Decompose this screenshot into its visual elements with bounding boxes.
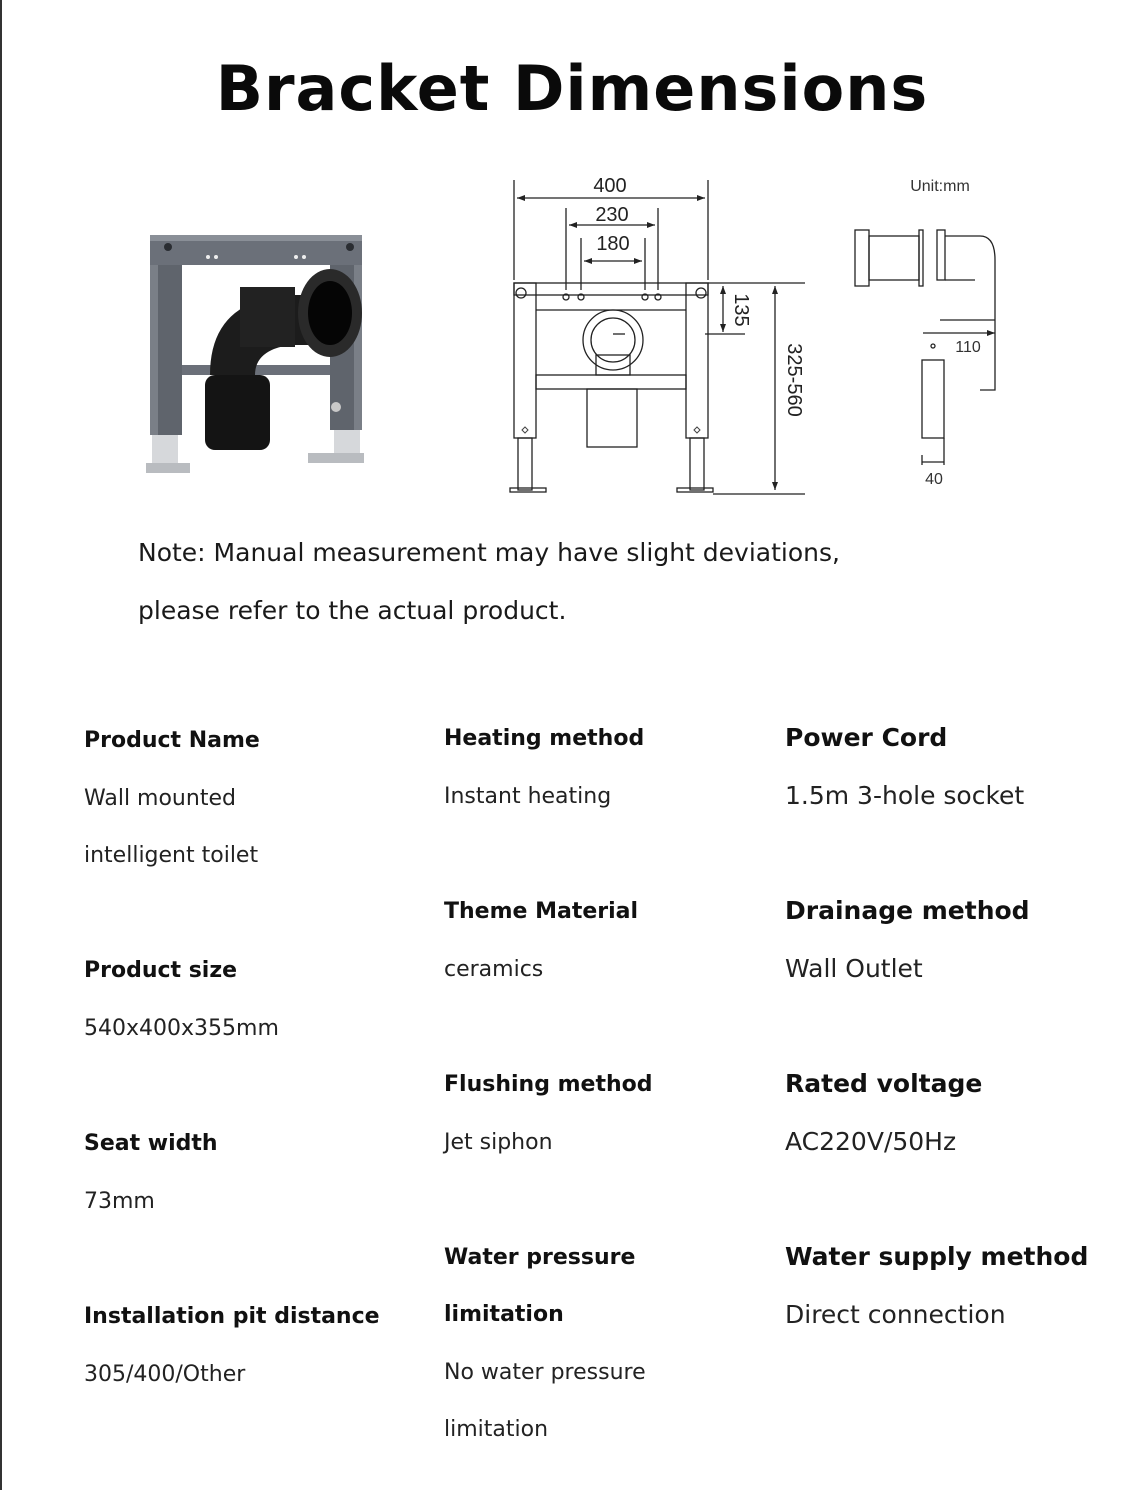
product-name-label: Product Name [84, 728, 260, 753]
heating-method-label: Heating method [444, 726, 645, 751]
rated-voltage-label: Rated voltage [785, 1069, 983, 1098]
product-name-value-line1: Wall mounted [84, 786, 236, 811]
heating-method-value: Instant heating [444, 784, 612, 809]
page-left-border [0, 0, 2, 1490]
product-size-label: Product size [84, 958, 238, 983]
pit-distance-value: 305/400/Other [84, 1362, 246, 1387]
water-pressure-value-line2: limitation [444, 1417, 549, 1442]
dim-110-label: 110 [955, 339, 981, 356]
bracket-product-image [140, 225, 370, 485]
dim-135-label: 135 [730, 293, 752, 327]
dim-400-label: 400 [593, 175, 627, 197]
drainage-method-value: Wall Outlet [785, 954, 923, 983]
power-cord-label: Power Cord [785, 723, 948, 752]
note-line-2: please refer to the actual product. [138, 596, 567, 625]
dim-180-label: 180 [596, 233, 630, 255]
dim-230-label: 230 [595, 204, 629, 226]
pit-distance-label: Installation pit distance [84, 1304, 380, 1329]
seat-width-label: Seat width [84, 1131, 218, 1156]
power-cord-value: 1.5m 3-hole socket [785, 781, 1025, 810]
water-pressure-label-line1: Water pressure [444, 1245, 636, 1270]
page-title: Bracket Dimensions [215, 52, 929, 125]
flushing-method-label: Flushing method [444, 1072, 653, 1097]
unit-label: Unit:mm [910, 178, 970, 195]
product-name-value-line2: intelligent toilet [84, 843, 259, 868]
water-supply-value: Direct connection [785, 1300, 1006, 1329]
drainage-method-label: Drainage method [785, 896, 1030, 925]
product-size-value: 540x400x355mm [84, 1016, 279, 1041]
water-pressure-value-line1: No water pressure [444, 1360, 646, 1385]
dim-40-label: 40 [925, 471, 943, 488]
flushing-method-value: Jet siphon [444, 1130, 553, 1155]
theme-material-label: Theme Material [444, 899, 639, 924]
theme-material-value: ceramics [444, 957, 544, 982]
front-dimension-drawing [505, 170, 825, 505]
water-pressure-label-line2: limitation [444, 1302, 564, 1327]
side-dimension-drawing [845, 170, 1015, 500]
water-supply-label: Water supply method [785, 1242, 1089, 1271]
note-line-1: Note: Manual measurement may have slight deviations, [138, 538, 840, 567]
seat-width-value: 73mm [84, 1189, 155, 1214]
rated-voltage-value: AC220V/50Hz [785, 1127, 957, 1156]
dim-325-560-label: 325-560 [783, 343, 805, 417]
